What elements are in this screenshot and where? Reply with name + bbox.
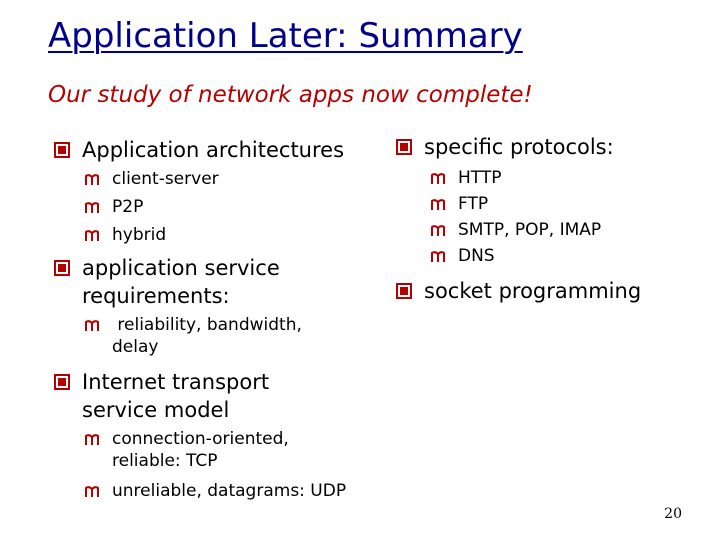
m-bullet-icon	[430, 197, 446, 211]
subitem-text: unreliable, datagrams: UDP	[112, 481, 347, 501]
subitem	[84, 480, 374, 502]
m-bullet-icon	[84, 484, 100, 498]
right-column	[394, 133, 694, 305]
subitem-text: HTTP	[458, 168, 502, 188]
subitem-text: SMTP, POP, IMAP	[458, 220, 602, 240]
bullet-application-service-requirements	[52, 254, 312, 310]
bullet-text: specific protocols:	[424, 135, 614, 159]
m-bullet-icon	[84, 228, 100, 242]
m-bullet-icon	[430, 223, 446, 237]
box-bullet-icon	[54, 260, 70, 276]
m-bullet-icon	[84, 432, 100, 446]
bullet-specific-protocols	[394, 133, 694, 161]
box-bullet-icon	[396, 139, 412, 155]
bullet-text: Application architectures	[82, 138, 345, 162]
subitem	[84, 168, 382, 190]
bullet-text: Internet transport service model	[82, 370, 270, 422]
m-bullet-icon	[84, 172, 100, 186]
slide-title: Application Later: Summary	[48, 16, 523, 56]
box-bullet-icon	[396, 283, 412, 299]
subitem-text: connection-oriented, reliable: TCP	[112, 429, 289, 471]
subitem-text: hybrid	[112, 225, 167, 245]
subitem-text: DNS	[458, 246, 495, 266]
bullet-text: application service requirements:	[82, 256, 280, 308]
m-bullet-icon	[430, 249, 446, 263]
m-bullet-icon	[430, 171, 446, 185]
subitem-text: P2P	[112, 197, 144, 217]
subitem-text: FTP	[458, 194, 489, 214]
subitem	[430, 193, 694, 215]
subitem	[430, 219, 694, 241]
subitem	[430, 245, 694, 267]
m-bullet-icon	[84, 318, 100, 332]
bullet-socket-programming	[394, 277, 694, 305]
box-bullet-icon	[54, 142, 70, 158]
box-bullet-icon	[54, 374, 70, 390]
page-number: 20	[664, 506, 682, 522]
subitem	[84, 428, 322, 472]
slide-subtitle: Our study of network apps now complete!	[48, 82, 533, 108]
bullet-application-architectures	[52, 136, 382, 164]
bullet-text: socket programming	[424, 279, 642, 303]
subitem	[84, 224, 382, 246]
subitem-text: client-server	[112, 169, 219, 189]
subitem	[84, 314, 334, 358]
subitem-text: reliability, bandwidth, delay	[112, 315, 308, 357]
left-column	[52, 136, 382, 502]
bullet-internet-transport-service-model	[52, 368, 322, 424]
subitem	[84, 196, 382, 218]
m-bullet-icon	[84, 200, 100, 214]
subitem	[430, 167, 694, 189]
